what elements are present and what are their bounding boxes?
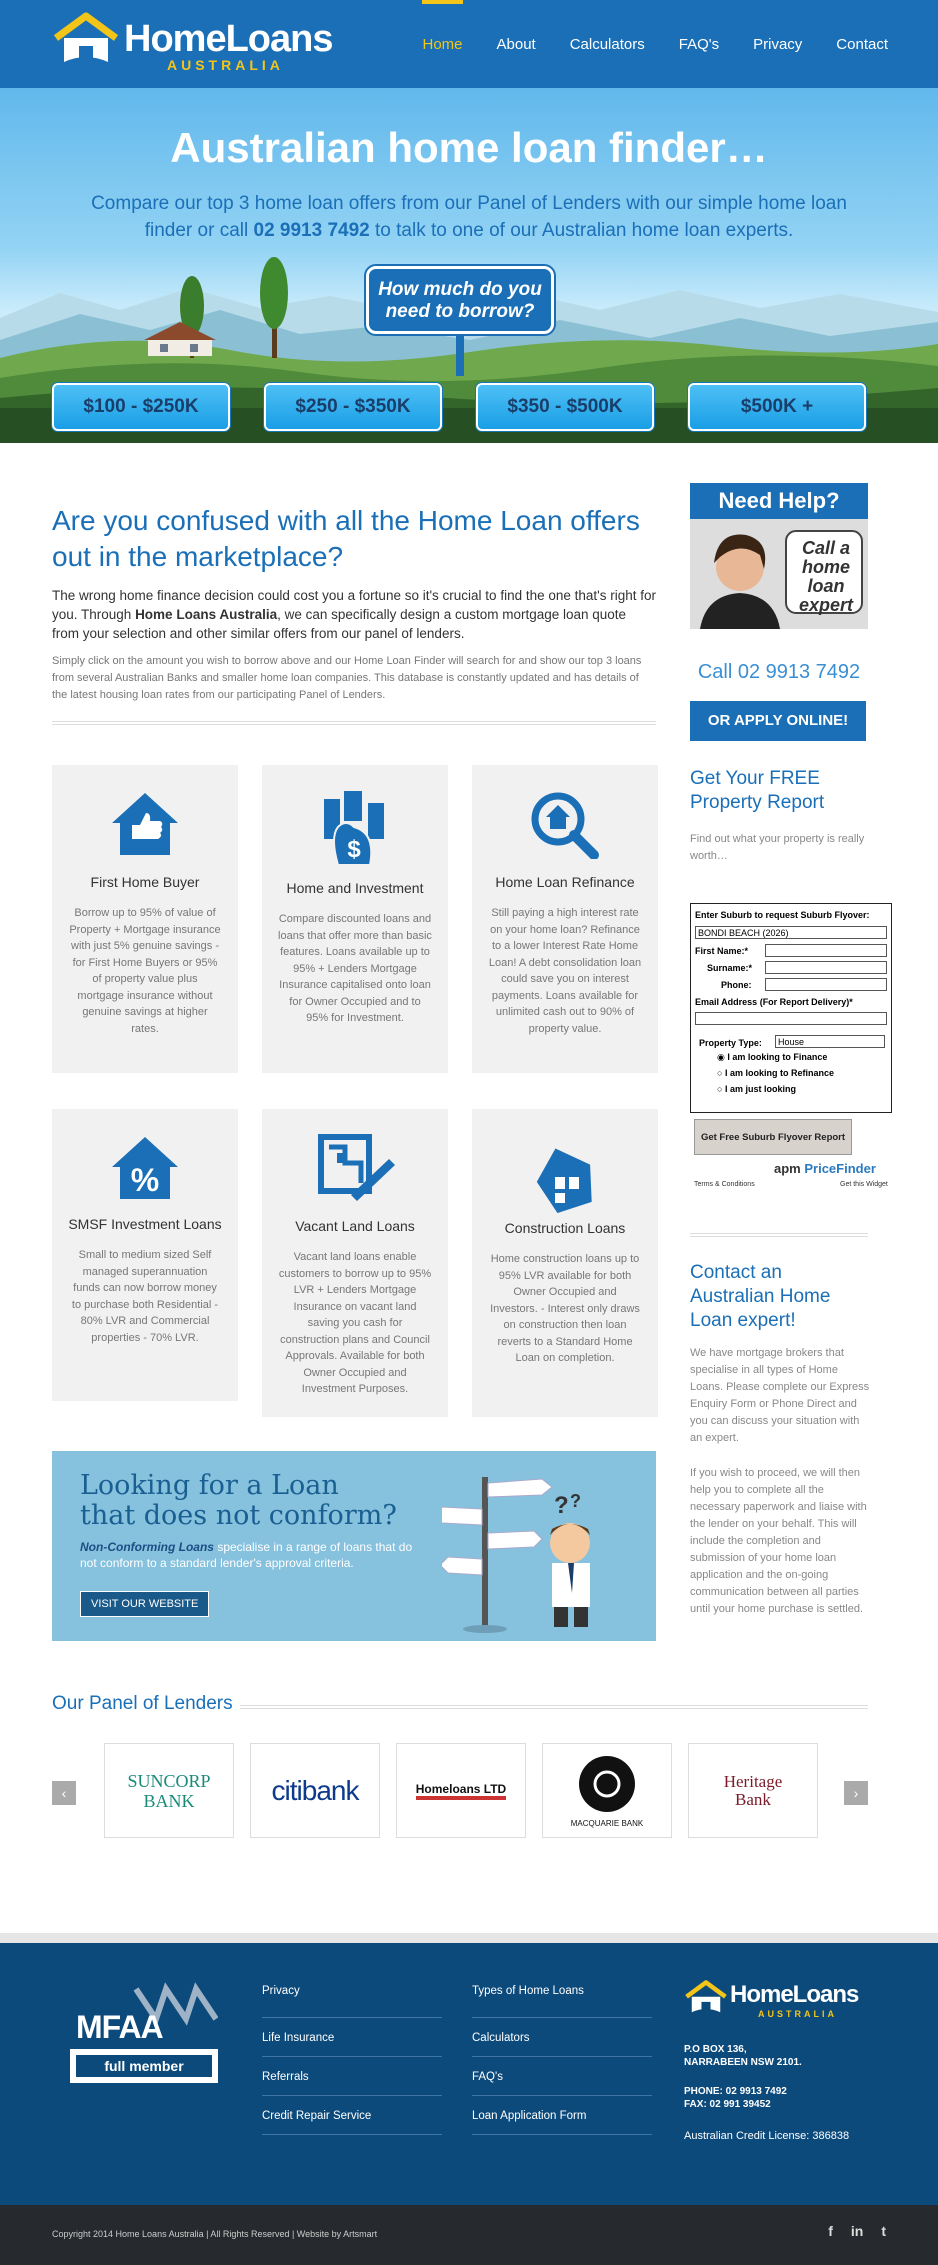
card-text: Borrow up to 95% of value of Property + Mortgage insurance with just 5% genuine savings - for First Home Buyers or 95% of property value plus mortgage insurance without genuine savings at higher rates. [69, 907, 221, 1035]
banner-title: Looking for a Loan that does not conform? [80, 1470, 397, 1531]
contact-title: Contact an Australian Home Loan expert! [690, 1262, 831, 1331]
nav-contact[interactable]: Contact [836, 36, 888, 53]
twitter-icon[interactable]: t [881, 2223, 886, 2239]
hero-banner [0, 88, 938, 443]
suburb-flyover-form: Enter Suburb to request Suburb Flyover: BONDI BEACH (2026) First Name:* Surname:* Phone: Email Address (For Report Delivery)* Property Type: House ◉ I am looking to Finance ○ I am looking to Refinance ○ I am just looking [690, 903, 892, 1113]
contact-text-1: We have mortgage brokers that specialise in all types of Home Loans. Please complete our Express Enquiry Form or Phone Direct and you can discuss your situation with an expert. [690, 1347, 870, 1444]
footer-link[interactable]: Types of Home Loans [472, 1979, 652, 2018]
sign-post [456, 336, 464, 376]
pricefinder-logo: apm PriceFinder [774, 1161, 876, 1176]
card-vacant-land[interactable] [262, 1109, 448, 1417]
house-logo-icon [684, 1979, 728, 2017]
divider [690, 1233, 868, 1237]
terms-link[interactable]: Terms & Conditions [694, 1181, 755, 1188]
card-title: First Home Buyer [90, 874, 200, 890]
suburb-input[interactable]: BONDI BEACH (2026) [695, 926, 887, 939]
house-percent-icon [108, 1133, 182, 1203]
lender-logo-homeloans[interactable]: Homeloans LTD [396, 1743, 526, 1838]
card-title: SMSF Investment Loans [68, 1216, 222, 1232]
first-name-input[interactable] [765, 944, 887, 957]
footer-link[interactable]: Life Insurance [262, 2018, 442, 2057]
nav-faqs[interactable]: FAQ's [678, 36, 720, 53]
intro-heading: Are you confused with all the Home Loan offers out in the marketplace? [52, 505, 640, 572]
confused-man-illustration [442, 1463, 642, 1633]
bubble-text: Call a home loan expert [798, 538, 854, 615]
intro-small: Simply click on the amount you wish to borrow above and our Home Loan Finder will search for and show our top 3 loans from several Australian Banks and smaller home loan companies. This database is constantly updated and has details of the latest housing loan rates from our participating Panel of Lenders. [52, 655, 642, 701]
widget-link[interactable]: Get this Widget [840, 1181, 888, 1188]
house-construction-icon [525, 1133, 605, 1213]
main-content [0, 443, 938, 1933]
macquarie-logo-icon [577, 1754, 637, 1814]
footer-link[interactable]: Privacy [262, 1979, 442, 2018]
call-number[interactable]: Call 02 9913 7492 [697, 661, 861, 683]
mfaa-badge[interactable] [70, 1979, 218, 2083]
card-title: Vacant Land Loans [295, 1218, 415, 1234]
footer-link[interactable]: Credit Repair Service [262, 2096, 442, 2135]
footer-logo[interactable] [684, 1979, 884, 2023]
card-text: Small to medium sized Self managed superannuation funds can now borrow money to purchase both Residential - 80% LVR and Commercial properties - 70% LVR. [71, 1249, 219, 1344]
hero-title: Australian home loan finder… [170, 124, 768, 171]
card-home-loan-refinance[interactable] [472, 765, 658, 1073]
nav-home[interactable]: Home [422, 0, 462, 88]
house-logo-icon [52, 12, 120, 68]
card-text: Home construction loans up to 95% LVR available for both Owner Occupied and Investors. - Interest only draws on construction then loan reverts to a Standard Home Loan on completion. [490, 1253, 640, 1364]
footer-links-1 [262, 1979, 442, 2135]
card-title: Construction Loans [504, 1220, 626, 1236]
card-home-investment[interactable] [262, 765, 448, 1073]
radio-refinance[interactable]: ○ I am looking to Refinance [717, 1068, 834, 1078]
hero-phone[interactable]: 02 9913 7492 [253, 220, 370, 241]
lender-logo-suncorp[interactable]: SUNCORP BANK [104, 1743, 234, 1838]
intro-lead: The wrong home finance decision could cost you a fortune so it's crucial to find the one that's right for you. Through Home Loans Australia, we can specifically design a custom mortgage loan quote from your selection and other similar offers from our panel of lenders. [52, 588, 656, 641]
svg-text:$: $ [347, 836, 361, 863]
divider [240, 1705, 868, 1709]
non-conforming-banner [52, 1451, 656, 1641]
amount-button-3[interactable]: $350 - $500K [476, 383, 654, 431]
card-text: Vacant land loans enable customers to borrow up to 95% LVR + Lenders Mortgage Insurance on vacant land saving you cash for construction plans and Council Approvals. Available for both Owner Occupied and Investment Purposes. [278, 1251, 432, 1395]
logo-sub: AUSTRALIA [167, 57, 284, 73]
radio-finance[interactable]: ◉ I am looking to Finance [717, 1052, 828, 1062]
svg-text:?: ? [554, 1492, 569, 1519]
surname-input[interactable] [765, 961, 887, 974]
copyright: Copyright 2014 Home Loans Australia | All Rights Reserved | Website by Artsmart [52, 2229, 378, 2239]
lender-logo-citibank[interactable]: citibank [250, 1743, 380, 1838]
visit-website-button[interactable]: VISIT OUR WEBSITE [80, 1591, 209, 1617]
footer-bottom-bar [0, 2205, 938, 2265]
email-input[interactable] [695, 1012, 887, 1025]
carousel-prev-icon[interactable]: ‹ [52, 1781, 76, 1805]
need-help-title: Need Help? [690, 483, 868, 519]
magnifier-house-icon [528, 789, 602, 859]
mfaa-sub: full member [76, 2055, 212, 2077]
linkedin-icon[interactable]: in [850, 2223, 864, 2239]
card-first-home-buyer[interactable] [52, 765, 238, 1073]
social-links [810, 2223, 886, 2239]
radio-just-looking[interactable]: ○ I am just looking [717, 1084, 796, 1094]
hero-subtitle: Compare our top 3 home loan offers from our Panel of Lenders with our simple home loan finder or call 02 9913 7492 to talk to one of our Australian home loan experts. [91, 193, 847, 241]
borrow-sign: How much do you need to borrow? [366, 266, 554, 334]
nav-about[interactable]: About [496, 36, 536, 53]
amount-button-1[interactable]: $100 - $250K [52, 383, 230, 431]
nav-calculators[interactable]: Calculators [569, 36, 645, 53]
footer-link[interactable]: Calculators [472, 2018, 652, 2057]
site-logo[interactable] [52, 12, 337, 72]
card-text: Compare discounted loans and loans that offer more than basic features. Loans available up to 95% + Lenders Mortgage Insurance capitalised onto loan for Owner Occupied and to 95% for Investment. [278, 913, 432, 1024]
footer-link[interactable]: FAQ's [472, 2057, 652, 2096]
logo-name: HomeLoans [124, 18, 333, 60]
footer-address: P.O BOX 136, NARRABEEN NSW 2101. PHONE: 02 9913 7492 FAX: 02 991 39452 [684, 2044, 802, 2110]
svg-text:%: % [130, 1162, 160, 1198]
nav-privacy[interactable]: Privacy [753, 36, 803, 53]
footer-link[interactable]: Referrals [262, 2057, 442, 2096]
apply-online-button[interactable]: OR APPLY ONLINE! [690, 701, 866, 741]
amount-button-2[interactable]: $250 - $350K [264, 383, 442, 431]
lender-logo-macquarie[interactable]: MACQUARIE BANK [542, 1743, 672, 1838]
banner-text: Non-Conforming Loans specialise in a range of loans that do not conform to a standard lender's approval criteria. [80, 1540, 413, 1570]
card-text: Still paying a high interest rate on your home loan? Refinance to a lower Interest Rate Home Loan! A debt consolidation loan could save you on interest payments. Loans available for unlimited cash out to 90% of property value. [488, 907, 642, 1035]
card-construction[interactable] [472, 1109, 658, 1417]
money-bag-icon [318, 789, 392, 869]
phone-input[interactable] [765, 978, 887, 991]
footer-link[interactable]: Loan Application Form [472, 2096, 652, 2135]
card-title: Home Loan Refinance [495, 874, 635, 890]
footer-logo-name: HomeLoans [730, 1981, 859, 2008]
svg-text:?: ? [570, 1491, 581, 1511]
amount-button-4[interactable]: $500K + [688, 383, 866, 431]
contact-text-2: If you wish to proceed, we will then help you to complete all the necessary paperwork and liaise with the lender on your behalf. This will include the completion and submission of your home loan application and the on-going communication between all parties until your home purchase is settled. [690, 1467, 867, 1615]
footer-logo-sub: AUSTRALIA [758, 2009, 837, 2019]
card-title: Home and Investment [286, 880, 424, 896]
lender-logo-heritage[interactable]: Heritage Bank [688, 1743, 818, 1838]
credit-license: Australian Credit License: 386838 [684, 2130, 850, 2142]
property-type-select[interactable]: House [775, 1035, 885, 1048]
carousel-next-icon[interactable]: › [844, 1781, 868, 1805]
flyover-submit-button[interactable]: Get Free Suburb Flyover Report [694, 1119, 852, 1155]
lenders-title: Our Panel of Lenders [52, 1693, 233, 1714]
footer-links-2 [472, 1979, 652, 2135]
property-report-title: Get Your FREE Property Report [690, 768, 825, 813]
card-smsf[interactable] [52, 1109, 238, 1401]
main-nav [388, 0, 888, 88]
need-help-box[interactable] [690, 483, 868, 629]
site-header [0, 0, 938, 88]
house-thumbs-up-icon [108, 789, 182, 859]
blueprint-icon [315, 1133, 395, 1203]
mfaa-text: MFAA [76, 2009, 163, 2045]
facebook-icon[interactable]: f [828, 2223, 833, 2239]
divider [52, 721, 656, 725]
site-footer [0, 1933, 938, 2205]
property-report-text: Find out what your property is really worth… [690, 833, 865, 862]
